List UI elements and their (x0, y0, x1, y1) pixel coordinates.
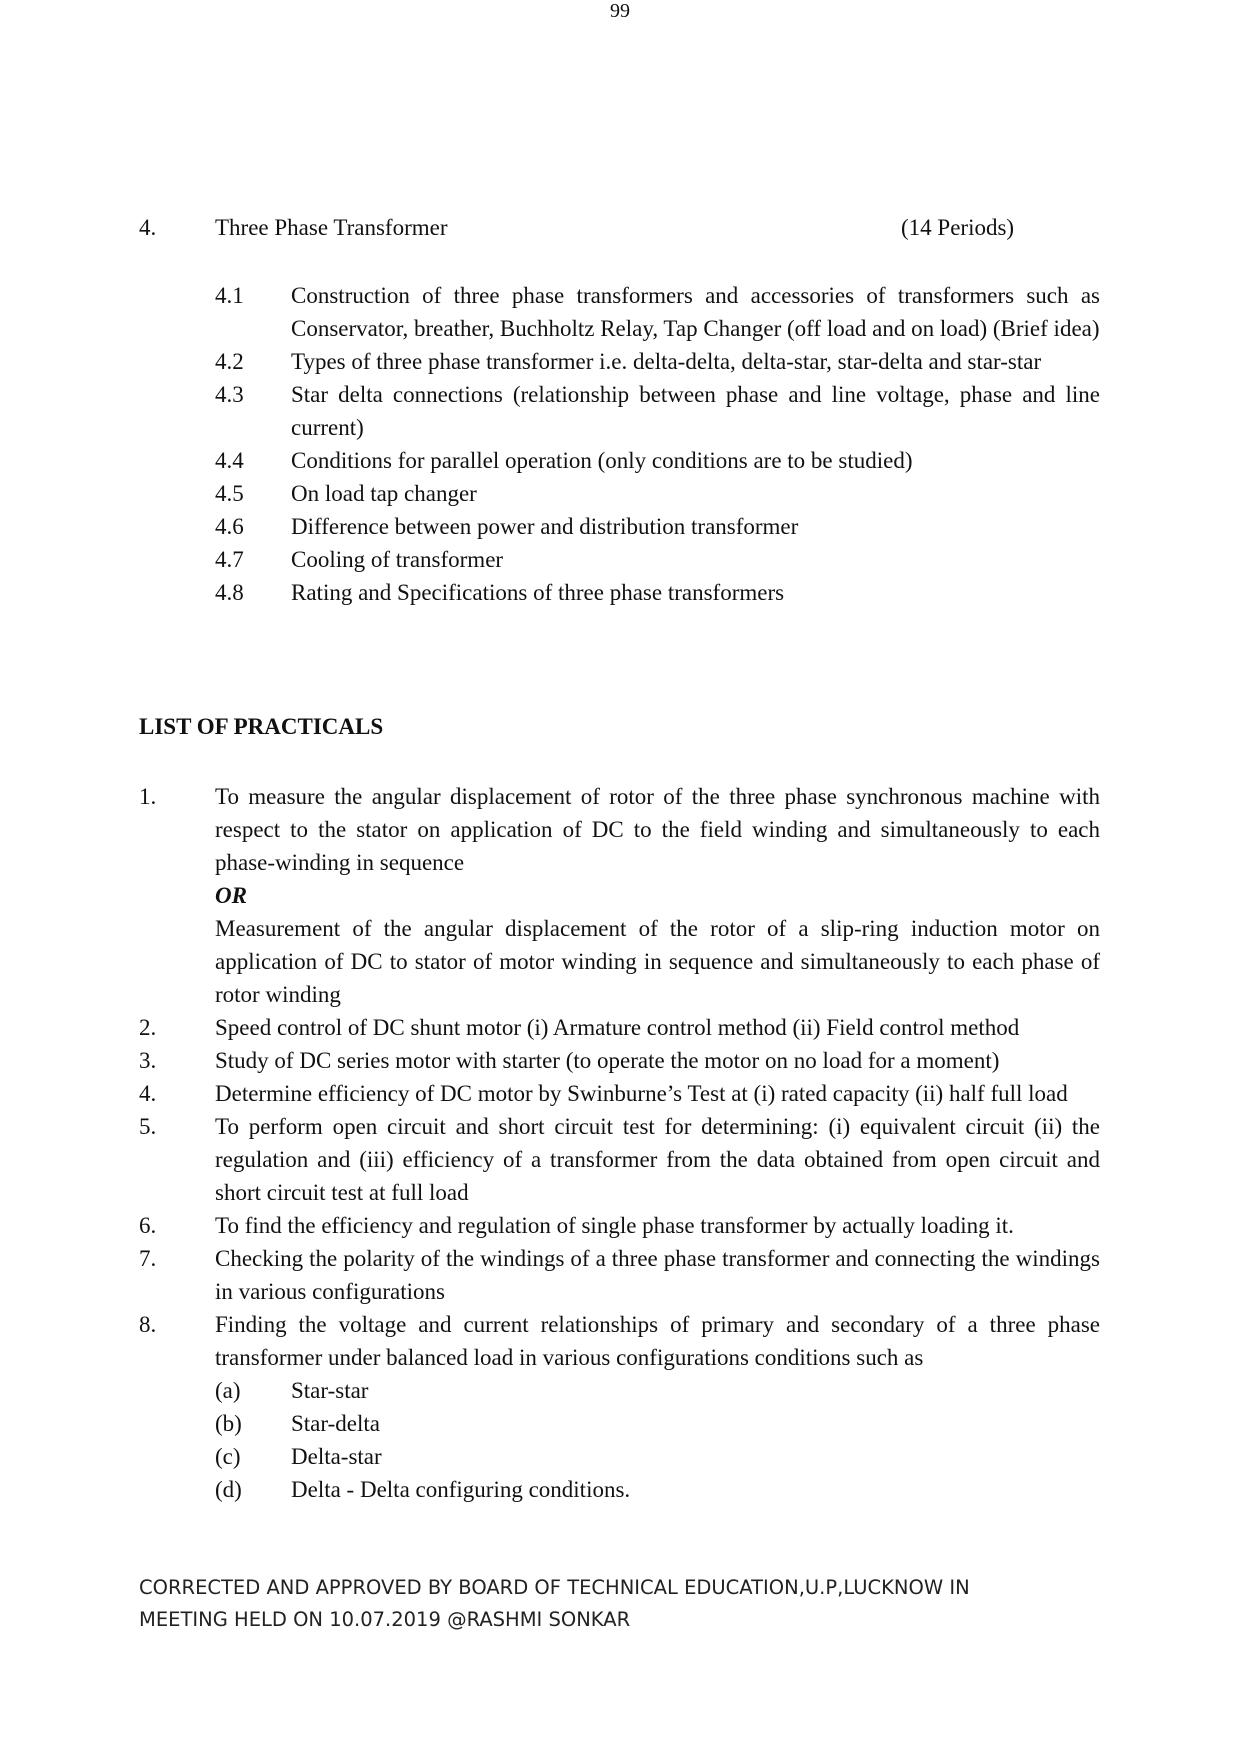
approval-footer (139, 1572, 1099, 1636)
practical-number: 2. (139, 1015, 157, 1040)
practical-item (0, 1011, 1240, 1044)
topic-text: Conditions for parallel operation (only conditions are to be studied) (291, 448, 913, 473)
practical-number: 6. (139, 1213, 157, 1238)
practical-text: To measure the angular displacement of rotor of the three phase synchronous machine with respect to the stator on application of DC to the field winding and simultaneously to each phase-winding in sequence (215, 784, 1100, 875)
configuration-label: (b) (215, 1411, 242, 1436)
topic-number: 4.2 (215, 349, 244, 374)
practical-number: 4. (139, 1081, 157, 1106)
configuration-item (215, 1473, 1100, 1506)
practical-text: Study of DC series motor with starter (to operate the motor on no load for a moment) (215, 1048, 1000, 1073)
configuration-label: (d) (215, 1477, 242, 1502)
practical-text: Determine efficiency of DC motor by Swinburne’s Test at (i) rated capacity (ii) half full load (215, 1081, 1068, 1106)
practicals-heading: LIST OF PRACTICALS (139, 714, 384, 739)
topic-item (0, 444, 1240, 477)
topic-text: Difference between power and distribution transformer (291, 514, 799, 539)
configuration-item (215, 1440, 1100, 1473)
practical-item (0, 1044, 1240, 1077)
unit-heading (0, 215, 1240, 245)
practical-item (0, 1209, 1240, 1242)
practical-alt-text: Measurement of the angular displacement of the rotor of a slip-ring induction motor on application of DC to stator of motor winding in sequence and simultaneously to each phase of rotor winding (215, 916, 1100, 1007)
topic-number: 4.3 (215, 382, 244, 407)
practical-text: Checking the polarity of the windings of a three phase transformer and connecting the windings in various configurations (215, 1246, 1100, 1304)
practical-text: To perform open circuit and short circuit test for determining: (i) equivalent circuit (ii) the regulation and (iii) efficiency of a transformer from the data obtained from open circuit and short circuit test at full load (215, 1114, 1100, 1205)
practical-text: To find the efficiency and regulation of single phase transformer by actually loading it. (215, 1213, 1014, 1238)
practical-item (0, 1242, 1240, 1308)
topic-item (0, 378, 1240, 444)
unit-title: Three Phase Transformer (215, 215, 448, 240)
unit-number: 4. (139, 215, 157, 240)
topic-text: Types of three phase transformer i.e. delta-delta, delta-star, star-delta and star-star (291, 349, 1042, 374)
topic-item (0, 477, 1240, 510)
footer-line: CORRECTED AND APPROVED BY BOARD OF TECHNICAL EDUCATION,U.P,LUCKNOW IN (139, 1576, 970, 1599)
practical-number: 7. (139, 1246, 157, 1271)
practical-item (0, 1308, 1240, 1506)
topic-text: Star delta connections (relationship between phase and line voltage, phase and line current) (291, 382, 1100, 440)
topic-item (0, 279, 1240, 345)
topic-number: 4.6 (215, 514, 244, 539)
unit-periods: (14 Periods) (901, 215, 1015, 240)
practical-text: Finding the voltage and current relationships of primary and secondary of a three phase transformer under balanced load in various configurations conditions such as (215, 1312, 1100, 1370)
topic-number: 4.4 (215, 448, 244, 473)
topic-item (0, 576, 1240, 609)
practical-number: 3. (139, 1048, 157, 1073)
configuration-text: Star-star (291, 1378, 369, 1403)
configuration-text: Delta-star (291, 1444, 382, 1469)
practical-text: Speed control of DC shunt motor (i) Armature control method (ii) Field control method (215, 1015, 1020, 1040)
practicals-list (0, 780, 1240, 1506)
configuration-text: Star-delta (291, 1411, 380, 1436)
configuration-item (215, 1374, 1100, 1407)
topic-number: 4.5 (215, 481, 244, 506)
topic-item (0, 510, 1240, 543)
practical-item (0, 1077, 1240, 1110)
topic-text: Rating and Specifications of three phase transformers (291, 580, 785, 605)
practical-number: 5. (139, 1114, 157, 1139)
practical-number: 1. (139, 784, 157, 809)
topic-item (0, 345, 1240, 378)
configuration-label: (c) (215, 1444, 241, 1469)
topic-text: Construction of three phase transformers and accessories of transformers such as Conservator, breather, Buchholtz Relay, Tap Changer (off load and on load) (Brief idea) (291, 283, 1100, 341)
or-label: OR (215, 883, 247, 908)
topic-list (0, 279, 1240, 609)
practical-item (0, 1110, 1240, 1209)
configuration-label: (a) (215, 1378, 241, 1403)
topic-number: 4.1 (215, 283, 244, 308)
page-number: 99 (610, 0, 630, 22)
practical-number: 8. (139, 1312, 157, 1337)
topic-number: 4.7 (215, 547, 244, 572)
footer-line: MEETING HELD ON 10.07.2019 @RASHMI SONKAR (139, 1608, 631, 1631)
practical-item (0, 780, 1240, 1011)
configuration-text: Delta - Delta configuring conditions. (291, 1477, 631, 1502)
topic-text: On load tap changer (291, 481, 477, 506)
topic-text: Cooling of transformer (291, 547, 504, 572)
configuration-list (215, 1374, 1100, 1506)
configuration-item (215, 1407, 1100, 1440)
topic-number: 4.8 (215, 580, 244, 605)
topic-item (0, 543, 1240, 576)
